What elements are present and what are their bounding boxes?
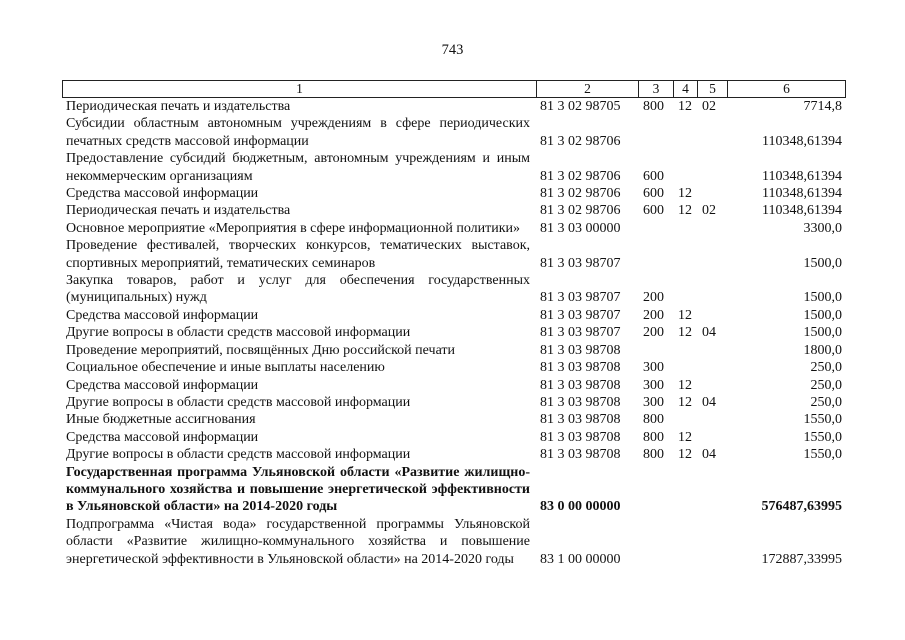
row-name: Средства массовой информации [66,186,259,202]
row-name: Средства массовой информации [66,429,259,445]
row-name: Подпрограмма «Чистая вода» государственной программы Ульяновской области «Развитие жилищно-коммунального хозяйства и повышение энергетической эффективности в Ульяновской области» на 2014-2020 годы [66,516,530,567]
row-code: 81 3 02 98706 [540,186,621,202]
header-col-2: 2 [536,81,638,97]
row-amount: 172887,33995 [761,551,842,567]
row-code: 81 3 03 98708 [540,429,621,445]
header-col-4: 4 [673,81,697,97]
table-row [62,377,846,394]
row-name: Проведение мероприятий, посвящённых Дню российской печати [66,342,456,358]
row-col-3: 200 [643,325,664,341]
row-col-3: 200 [643,307,664,323]
row-code: 81 3 02 98706 [540,133,621,149]
row-name: Другие вопросы в области средств массовой информации [66,447,411,463]
row-col-3: 300 [643,377,664,393]
row-name: Государственная программа Ульяновской области «Развитие жилищно-коммунального хозяйства и повышение энергетической эффективности в Ульяновской области» на 2014-2020 годы [66,464,530,515]
row-code: 81 3 03 98708 [540,412,621,428]
table-row [62,202,846,219]
table-row [62,324,846,341]
row-code: 81 3 02 98706 [540,168,621,184]
row-code: 81 3 03 98707 [540,325,621,341]
row-amount: 1550,0 [803,429,842,445]
table-row [62,446,846,463]
row-col-3: 800 [643,99,664,114]
row-col-3: 300 [643,394,664,410]
table-row [62,429,846,446]
header-col-5: 5 [697,81,727,97]
row-code: 81 3 03 98707 [540,307,621,323]
row-col-4: 12 [678,203,692,219]
row-col-3: 800 [643,447,664,463]
row-code: 81 3 02 98706 [540,203,621,219]
row-code: 81 3 03 98707 [540,255,621,271]
budget-table [62,80,846,568]
row-col-5: 04 [702,447,716,463]
table-row [62,411,846,428]
row-code: 81 3 03 98707 [540,290,621,306]
row-amount: 1550,0 [803,412,842,428]
row-amount: 250,0 [810,360,842,376]
row-amount: 110348,61394 [762,203,842,219]
row-amount: 1500,0 [803,290,842,306]
table-row [62,359,846,376]
row-amount: 1500,0 [803,307,842,323]
row-col-4: 12 [678,186,692,202]
header-col-3: 3 [638,81,673,97]
row-col-3: 300 [643,360,664,376]
row-amount: 576487,63995 [761,499,842,515]
table-row [62,115,846,150]
row-name: Субсидии областным автономным учреждениям в сфере периодических печатных средств массовой информации [66,116,530,149]
row-amount: 110348,61394 [762,186,842,202]
row-col-3: 200 [643,290,664,306]
table-row [62,237,846,272]
table-row [62,342,846,359]
row-col-3: 800 [643,429,664,445]
table-row [62,272,846,307]
row-name: Периодическая печать и издательства [66,99,291,114]
row-col-4: 12 [678,429,692,445]
row-amount: 7714,8 [803,99,842,114]
row-col-5: 04 [702,394,716,410]
row-amount: 1500,0 [803,255,842,271]
row-code: 81 3 03 98708 [540,447,621,463]
row-code: 81 3 02 98705 [540,99,621,114]
table-row [62,98,846,115]
row-col-4: 12 [678,394,692,410]
row-name: Периодическая печать и издательства [66,203,291,219]
page-number: 743 [441,42,464,58]
row-name: Другие вопросы в области средств массовой информации [66,394,411,410]
row-col-3: 600 [643,168,664,184]
row-col-3: 600 [643,203,664,219]
row-col-4: 12 [678,307,692,323]
row-amount: 110348,61394 [762,133,842,149]
row-amount: 1550,0 [803,447,842,463]
row-amount: 1800,0 [803,342,842,358]
row-name: Проведение фестивалей, творческих конкурсов, тематических выставок, спортивных мероприятий, тематических семинаров [66,238,530,271]
row-code: 81 3 03 98708 [540,342,621,358]
table-row [62,394,846,411]
row-name: Предоставление субсидий бюджетным, автономным учреждениям и иным некоммерческим организациям [66,151,530,184]
row-name: Социальное обеспечение и иные выплаты населению [66,360,385,376]
row-col-5: 02 [702,99,716,114]
row-name: Средства массовой информации [66,377,259,393]
row-col-4: 12 [678,325,692,341]
table-row [62,150,846,185]
header-col-6: 6 [727,81,845,97]
table-header [62,80,846,98]
row-col-3: 600 [643,186,664,202]
row-amount: 250,0 [810,377,842,393]
row-code: 81 3 03 98708 [540,394,621,410]
row-name: Иные бюджетные ассигнования [66,412,256,428]
table-row [62,307,846,324]
row-name: Другие вопросы в области средств массовой информации [66,325,411,341]
row-amount: 3300,0 [803,220,842,236]
row-col-5: 02 [702,203,716,219]
row-col-4: 12 [678,447,692,463]
table-row [62,516,846,568]
row-name: Средства массовой информации [66,307,259,323]
row-amount: 250,0 [810,394,842,410]
row-code: 81 3 03 98708 [540,377,621,393]
row-name: Основное мероприятие «Мероприятия в сфере информационной политики» [66,220,521,236]
row-amount: 110348,61394 [762,168,842,184]
row-amount: 1500,0 [803,325,842,341]
table-row [62,220,846,237]
row-col-4: 12 [678,377,692,393]
table-row [62,185,846,202]
header-col-1: 1 [296,81,303,96]
row-code: 81 3 03 98708 [540,360,621,376]
row-col-5: 04 [702,325,716,341]
table-row [62,464,846,516]
row-col-4: 12 [678,99,692,114]
row-col-3: 800 [643,412,664,428]
row-code: 83 1 00 00000 [540,551,621,567]
row-code: 83 0 00 00000 [540,499,621,515]
row-code: 81 3 03 00000 [540,220,621,236]
row-name: Закупка товаров, работ и услуг для обеспечения государственных (муниципальных) нужд [66,273,530,306]
table-body [62,98,846,568]
